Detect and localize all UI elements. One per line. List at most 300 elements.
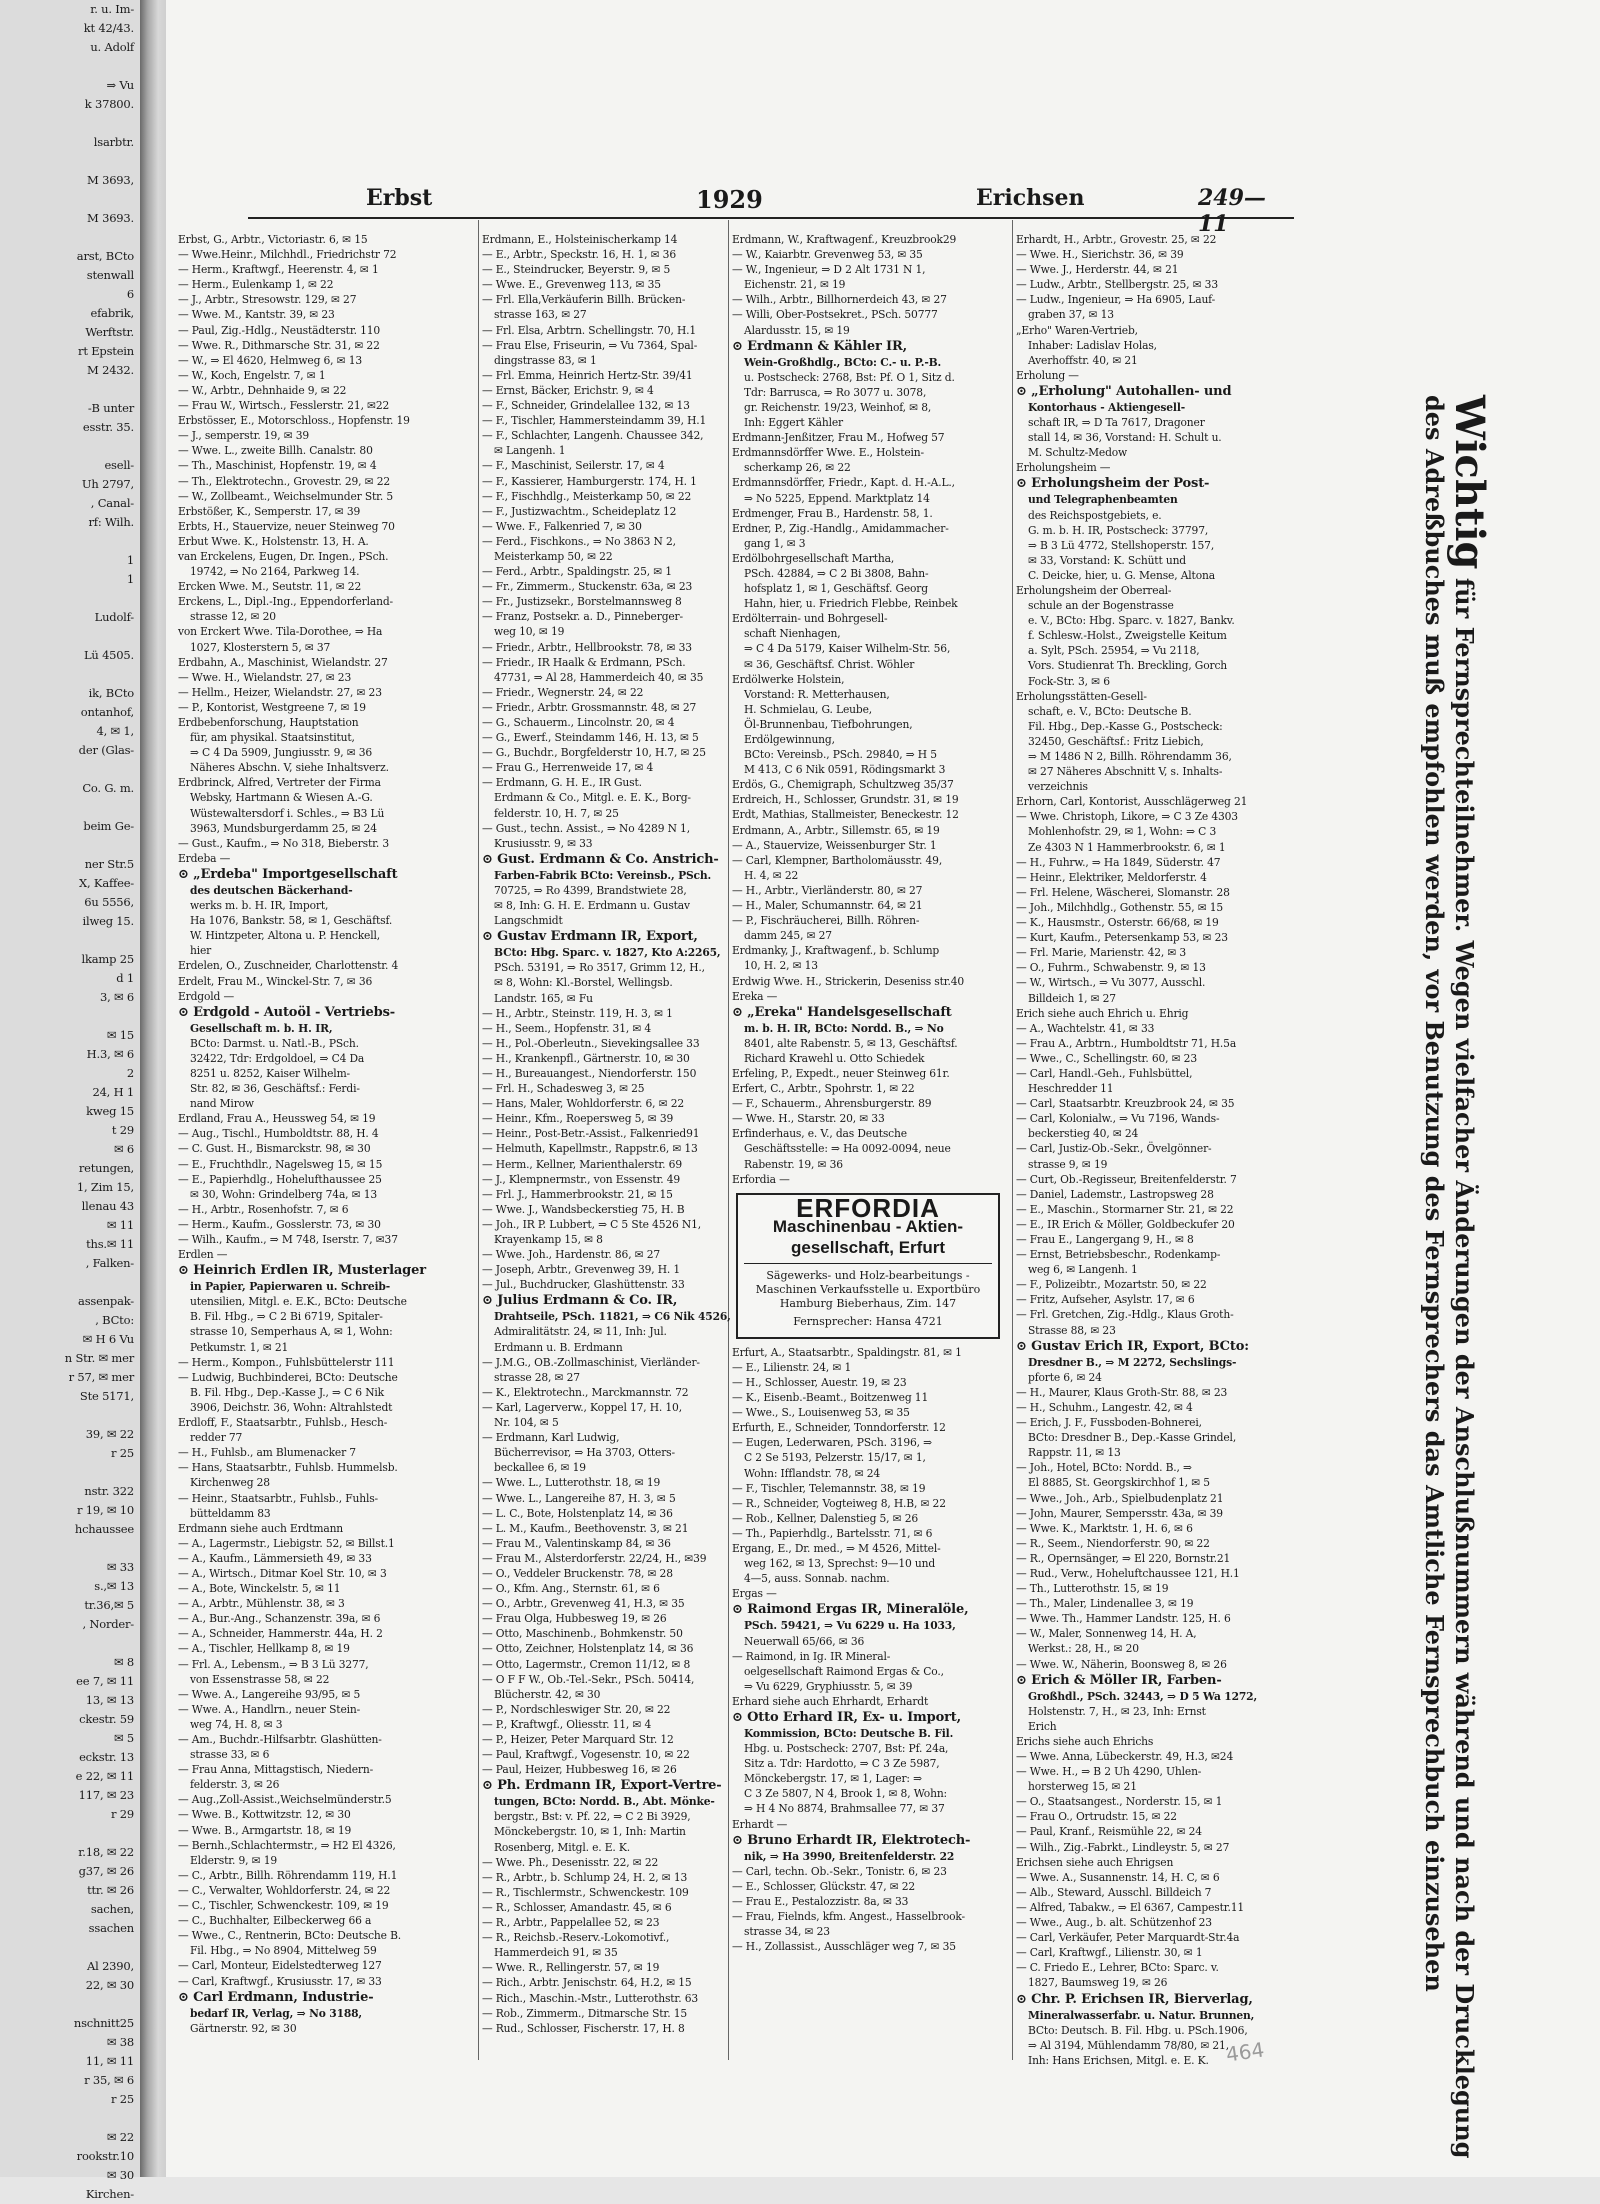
directory-entry: BCto: Vereinsb., PSch. 29840, ⇒ H 5 (744, 748, 937, 762)
adjacent-page-line: ✉ 15 (106, 1028, 134, 1042)
directory-entry: BCto: Darmst. u. Natl.-B., PSch. (190, 1036, 359, 1050)
adjacent-page-line (0, 665, 140, 684)
directory-entry: — Wwe. M., Kantstr. 39, ✉ 23 (178, 308, 335, 322)
directory-entry: — Th., Lutterothstr. 15, ✉ 19 (1016, 1582, 1169, 1596)
directory-entry: — Rud., Schlosser, Fischerstr. 17, H. 8 (482, 2021, 685, 2035)
directory-entry: — J., Arbtr., Stresowstr. 129, ✉ 27 (178, 293, 357, 307)
ad-body: Sägewerks- und Holz-bearbeitungs - Maschinen Verkaufsstelle u. Exportbüro Hamburg Bieberhaus, Zim. 147 (755, 1268, 981, 1310)
directory-entry: ⇒ H 4 No 8874, Brahmsallee 77, ✉ 37 (744, 1802, 945, 1816)
directory-entry: — H., Schlosser, Auestr. 19, ✉ 23 (732, 1376, 907, 1389)
directory-entry: — Heinr., Staatsarbtr., Fuhlsb., Fuhls- (178, 1491, 379, 1505)
directory-entry: — C. Gust. H., Bismarckstr. 98, ✉ 30 (178, 1142, 371, 1156)
directory-entry: strasse 34, ✉ 23 (744, 1925, 830, 1939)
adjacent-page-line: ✉ 8 (113, 1655, 134, 1669)
directory-entry: — Heinr., Post-Betr.-Assist., Falkenried91 (482, 1127, 700, 1141)
directory-entry: Erdbrinck, Alfred, Vertreter der Firma (178, 776, 381, 790)
directory-entry: — Frl. A., Lebensm., ⇒ B 3 Lü 3277, (178, 1657, 369, 1671)
directory-entry: ✉ 36, Geschäftsf. Christ. Wöhler (744, 657, 915, 671)
directory-entry: — Ludw., Ingenieur, ⇒ Ha 6905, Lauf- (1016, 293, 1216, 307)
directory-entry: pforte 6, ✉ 24 (1028, 1370, 1102, 1384)
adjacent-page-line (0, 114, 140, 133)
directory-entry: — E., Arbtr., Speckstr. 16, H. 1, ✉ 36 (482, 248, 676, 262)
directory-entry: strasse 163, ✉ 27 (494, 308, 587, 322)
directory-entry: 32422, Tdr: Erdgoldoel, ⇒ C4 Da (190, 1051, 365, 1065)
directory-entry: ⊙ Gust. Erdmann & Co. Anstrich- (482, 851, 719, 867)
directory-entry: — A., Wirtsch., Ditmar Koel Str. 10, ✉ 3 (178, 1566, 387, 1580)
directory-entry: — E., IR Erich & Möller, Goldbeckufer 20 (1016, 1217, 1235, 1231)
directory-entry: — Herm., Eulenkamp 1, ✉ 22 (178, 278, 334, 292)
directory-entry: Erdmanky, J., Kraftwagenf., b. Schlump (732, 944, 940, 958)
directory-entry: Erckens, L., Dipl.-Ing., Eppendorferland- (178, 595, 393, 609)
adjacent-page-line: ✉ 5 (113, 1731, 134, 1745)
directory-entry: — Hans, Maler, Wohldorferstr. 6, ✉ 22 (482, 1097, 684, 1111)
directory-entry: Ergang, E., Dr. med., ⇒ M 4526, Mittel- (732, 1542, 941, 1556)
directory-entry: Nr. 104, ✉ 5 (494, 1416, 559, 1430)
adjacent-page-line (0, 836, 140, 855)
directory-entry: Erhardt, H., Arbtr., Grovestr. 25, ✉ 22 (1016, 233, 1217, 246)
directory-entry: — Karl, Lagerverw., Koppel 17, H. 10, (482, 1400, 682, 1414)
directory-entry: Str. 82, ✉ 36, Geschäftsf.: Ferdi- (190, 1082, 360, 1096)
directory-entry: Erhard siehe auch Ehrhardt, Erhardt (732, 1694, 929, 1708)
directory-entry: — Wwe. R., Rellingerstr. 57, ✉ 19 (482, 1961, 660, 1975)
directory-entry: G. m. b. H. IR, Postscheck: 37797, (1028, 523, 1209, 537)
directory-entry: — Hellm., Heizer, Wielandstr. 27, ✉ 23 (178, 685, 382, 699)
directory-entry: Erdeba — (178, 851, 231, 865)
directory-entry: — K., Hausmstr., Osterstr. 66/68, ✉ 19 (1016, 916, 1219, 930)
directory-entry: ⇒ C 4 Da 5909, Jungiusstr. 9, ✉ 36 (190, 746, 373, 760)
directory-entry: Krayenkamp 15, ✉ 8 (494, 1233, 603, 1246)
directory-entry: — W., Maler, Sonnenweg 14, H. A, (1016, 1627, 1197, 1641)
adjacent-page-line: kweg 15 (86, 1104, 134, 1118)
directory-entry: — Wwe. Anna, Lübeckerstr. 49, H.3, ✉24 (1016, 1750, 1234, 1763)
directory-entry: Heschredder 11 (1028, 1082, 1114, 1096)
directory-entry: ⊙ Erdgold - Autoöl - Vertriebs- (178, 1004, 396, 1020)
directory-entry: 32450, Geschäftsf.: Fritz Liebich, (1028, 734, 1204, 748)
directory-entry: — Heinr., Elektriker, Meldorferstr. 4 (1016, 870, 1207, 884)
adjacent-page-line: ttr. ✉ 26 (87, 1883, 134, 1897)
directory-entry: Langschmidt (494, 914, 563, 928)
directory-entry: — E., Maschin., Stormarner Str. 21, ✉ 22 (1016, 1202, 1234, 1216)
directory-entry: — Frau M., Valentinskamp 84, ✉ 36 (482, 1536, 671, 1550)
directory-entry: — L. M., Kaufm., Beethovenstr. 3, ✉ 21 (482, 1521, 689, 1535)
directory-entry: Erdmannsdörffer, Friedr., Kapt. d. H.-A.L., (732, 476, 955, 490)
directory-entry: — Raimond, in Ig. IR Mineral- (732, 1649, 891, 1663)
directory-entry: ✉ 33, Vorstand: K. Schütt und (1028, 553, 1186, 567)
directory-entry: Sitz a. Tdr: Hardotto, ⇒ C 3 Ze 5987, (744, 1757, 940, 1771)
directory-entry: — Wwe. L., zweite Billh. Canalstr. 80 (178, 444, 373, 458)
directory-entry: tungen, BCto: Nordd. B., Abt. Mönke- (494, 1795, 715, 1809)
header-right-keyword: Erichsen (976, 185, 1085, 211)
directory-entry: — Wwe. Christoph, Likore, ⇒ C 3 Ze 4303 (1016, 810, 1238, 824)
directory-column-2 (482, 232, 731, 2062)
directory-entry: — W., Zollbeamt., Weichselmunder Str. 5 (178, 489, 394, 503)
adjacent-page-line: kt 42/43. (83, 21, 134, 35)
directory-entry: El 8885, St. Georgskirchhof 1, ✉ 5 (1028, 1476, 1210, 1490)
adjacent-page-line: n Str. ✉ mer (64, 1351, 134, 1365)
adjacent-page-line: , Falken- (85, 1256, 134, 1270)
directory-entry: — Wilh., Arbtr., Billhornerdeich 43, ✉ 27 (732, 293, 947, 307)
directory-entry: weg 74, H. 8, ✉ 3 (190, 1717, 283, 1731)
directory-entry: ⊙ Gustav Erdmann IR, Export, (482, 929, 698, 945)
directory-entry: Inhaber: Ladislav Holas, (1028, 338, 1157, 352)
directory-entry: — Frl. Ella,Verkäuferin Billh. Brücken- (482, 293, 686, 307)
directory-entry: — Rob., Kellner, Dalenstieg 5, ✉ 26 (732, 1511, 919, 1525)
directory-entry: — J., Klempnermstr., von Essenstr. 49 (482, 1172, 681, 1186)
directory-entry: Geschäftsstelle: ⇒ Ha 0092-0094, neue (744, 1142, 951, 1156)
adjacent-page-line (0, 1007, 140, 1026)
adjacent-page-line: r.18, ✉ 22 (78, 1845, 134, 1859)
directory-entry: — Aug., Tischl., Humboldtstr. 88, H. 4 (178, 1127, 379, 1141)
directory-entry: Erdbebenforschung, Hauptstation (178, 716, 359, 729)
directory-entry: — Eugen, Lederwaren, PSch. 3196, ⇒ (732, 1436, 932, 1450)
directory-entry: schaft, e. V., BCto: Deutsche B. (1028, 704, 1192, 718)
directory-entry: — K., Eisenb.-Beamt., Boitzenweg 11 (732, 1391, 929, 1405)
adjacent-page-line: r 25 (111, 2092, 134, 2106)
directory-entry: ⊙ Gustav Erich IR, Export, BCto: (1016, 1338, 1249, 1354)
adjacent-page-line: ✉ 6 (113, 1142, 134, 1156)
directory-entry: Gesellschaft m. b. H. IR, (190, 1021, 333, 1035)
directory-entry: Erdmann siehe auch Erdtmann (178, 1521, 344, 1535)
directory-entry: — Wwe., Joh., Arb., Spielbudenplatz 21 (1016, 1491, 1224, 1505)
directory-entry: Erdner, P., Zig.-Handlg., Amidammacher- (732, 521, 949, 535)
directory-entry: — Paul, Kranf., Reismühle 22, ✉ 24 (1016, 1825, 1202, 1839)
directory-entry: — A., Tischler, Hellkamp 8, ✉ 19 (178, 1642, 350, 1656)
directory-entry: Kommission, BCto: Deutsche B. Fil. (744, 1726, 954, 1740)
directory-entry: — A., Schneider, Hammerstr. 44a, H. 2 (178, 1627, 383, 1641)
directory-entry: — Herm., Kaufm., Gosslerstr. 73, ✉ 30 (178, 1217, 381, 1231)
adjacent-page-line: Al 2390, (87, 1959, 134, 1973)
directory-entry: — Paul, Zig.-Hdlg., Neustädterstr. 110 (178, 323, 381, 337)
directory-entry: Farben-Fabrik BCto: Vereinsb., PSch. (494, 868, 712, 882)
directory-entry: — Alfred, Tabakw., ⇒ El 6367, Campestr.11 (1016, 1900, 1245, 1914)
directory-entry: — Alb., Steward, Ausschl. Billdeich 7 (1016, 1885, 1212, 1899)
adjacent-page-line: sachen, (90, 1902, 134, 1916)
directory-entry: — Ludwig, Buchbinderei, BCto: Deutsche (178, 1370, 398, 1384)
directory-entry: — Otto, Lagermstr., Cremon 11/12, ✉ 8 (482, 1657, 691, 1671)
directory-entry: strasse 9, ✉ 19 (1028, 1157, 1108, 1171)
directory-entry: — Fr., Justizsekr., Borstelmannsweg 8 (482, 595, 682, 609)
directory-entry: — R., Schneider, Vogteiweg 8, H.B, ✉ 22 (732, 1496, 946, 1510)
notice-line-1: für Fernsprechteilnehmer. Wegen vielfacher Änderungen der Anschlußnummern während und nach der Drucklegung (1450, 577, 1479, 2159)
directory-entry: ⊙ Carl Erdmann, Industrie- (178, 1989, 374, 2005)
adjacent-page-line: rt Epstein (78, 344, 134, 358)
directory-entry: — E., Fruchthdlr., Nagelsweg 15, ✉ 15 (178, 1157, 383, 1171)
directory-entry: — F., Schneider, Grindelallee 132, ✉ 13 (482, 399, 690, 413)
adjacent-page-line: ee 7, ✉ 11 (76, 1674, 134, 1688)
directory-entry: 70725, ⇒ Ro 4399, Brandstwiete 28, (494, 883, 687, 897)
directory-entry: ⊙ Erich & Möller IR, Farben- (1016, 1672, 1222, 1688)
directory-entry: Drahtseile, PSch. 11821, ⇒ C6 Nik 4526, (494, 1310, 731, 1324)
adjacent-page-line: r 19, ✉ 10 (76, 1503, 134, 1517)
directory-entry: — Rob., Zimmerm., Ditmarsche Str. 15 (482, 2006, 687, 2020)
directory-entry: C. Deicke, hier, u. G. Mense, Altona (1028, 568, 1215, 582)
directory-entry: — Frau M., Alsterdorferstr. 22/24, H., ✉39 (482, 1551, 707, 1565)
directory-entry: — Carl, Justiz-Ob.-Sekr., Övelgönner- (1016, 1142, 1212, 1156)
adjacent-page-line: Ludolf- (94, 610, 134, 624)
directory-entry: 3963, Mundsburgerdamm 25, ✉ 24 (190, 821, 377, 835)
directory-entry: — Ludw., Arbtr., Stellbergstr. 25, ✉ 33 (1016, 278, 1218, 292)
directory-entry: — Friedr., Wegnerstr. 24, ✉ 22 (482, 685, 644, 699)
directory-entry: Erhardt — (732, 1817, 788, 1831)
ad-subtitle: Maschinenbau - Aktien-gesellschaft, Erfurt (772, 1216, 964, 1257)
adjacent-page-line (0, 57, 140, 76)
directory-entry: Inh: Hans Erichsen, Mitgl. e. E. K. (1028, 2053, 1209, 2067)
directory-entry: — Erdmann, Karl Ludwig, (482, 1431, 620, 1445)
directory-entry: Neuerwall 65/66, ✉ 36 (744, 1634, 865, 1648)
directory-entry: — Th., Papierhdlg., Bartelsstr. 71, ✉ 6 (732, 1526, 933, 1540)
directory-entry: — E., Steindrucker, Beyerstr. 9, ✉ 5 (482, 263, 671, 277)
adjacent-page-line: r. u. Im- (90, 2, 134, 16)
directory-entry: Blücherstr. 42, ✉ 30 (494, 1687, 601, 1701)
directory-entry: Erbstösser, E., Motorschloss., Hopfenstr. 19 (178, 414, 410, 428)
directory-entry: — Wwe., S., Louisenweg 53, ✉ 35 (732, 1406, 910, 1420)
directory-entry: — Fritz, Aufseher, Asylstr. 17, ✉ 6 (1016, 1293, 1195, 1307)
directory-entry: — W., Koch, Engelstr. 7, ✉ 1 (178, 368, 326, 382)
directory-entry: bedarf IR, Verlag, ⇒ No 3188, (190, 2006, 362, 2020)
directory-entry: — Frau E., Langergang 9, H., ✉ 8 (1016, 1233, 1194, 1246)
adjacent-page-strip (0, 0, 140, 2201)
directory-entry: — Frl. H., Schadesweg 3, ✉ 25 (482, 1082, 645, 1096)
directory-entry: Dresdner B., ⇒ M 2272, Sechslings- (1028, 1355, 1237, 1369)
directory-entry: — Carl, Monteur, Eidelstedterweg 127 (178, 1959, 382, 1973)
directory-entry: Erdölwerke Holstein, (732, 672, 845, 686)
adjacent-page-line: 6u 5556, (84, 895, 134, 909)
directory-entry: ✉ 30, Wohn: Grindelberg 74a, ✉ 13 (190, 1187, 378, 1201)
adjacent-page-line: efabrik, (90, 306, 134, 320)
directory-entry: — Wwe. H., Sierichstr. 36, ✉ 39 (1016, 248, 1184, 262)
directory-entry: — A., Bur.-Ang., Schanzenstr. 39a, ✉ 6 (178, 1612, 381, 1626)
directory-entry: — Willi, Ober-Postsekret., PSch. 50777 (732, 308, 938, 322)
directory-entry: — Wwe. H., Wielandstr. 27, ✉ 23 (178, 670, 352, 684)
directory-entry: — H., Fuhrw., ⇒ Ha 1849, Süderstr. 47 (1016, 855, 1221, 869)
directory-entry: Mönckebergstr. 10, ✉ 1, Inh: Martin (494, 1825, 686, 1839)
adjacent-page-line: Lü 4505. (83, 648, 134, 662)
directory-entry: — Daniel, Lademstr., Lastropsweg 28 (1016, 1187, 1214, 1201)
directory-entry: — A., Kaufm., Lämmersieth 49, ✉ 33 (178, 1551, 372, 1565)
directory-entry: Admiralitätstr. 24, ✉ 11, Inh: Jul. (494, 1325, 667, 1339)
adjacent-page-line: 11, ✉ 11 (85, 2054, 134, 2068)
directory-entry: BCto: Deutsch. B. Fil. Hbg. u. PSch.1906, (1028, 2023, 1248, 2037)
directory-entry: — H., Arbtr., Rosenhofstr. 7, ✉ 6 (178, 1202, 349, 1216)
adjacent-page-line: 13, ✉ 13 (85, 1693, 134, 1707)
adjacent-page-line (0, 228, 140, 247)
directory-entry: — Otto, Maschinenb., Bohmkenstr. 50 (482, 1627, 683, 1641)
directory-entry: — Wwe. Th., Hammer Landstr. 125, H. 6 (1016, 1612, 1231, 1626)
directory-entry: Rosenberg, Mitgl. e. E. K. (494, 1840, 630, 1854)
directory-entry: C 3 Ze 5807, N 4, Brook 1, ✉ 8, Wohn: (744, 1787, 948, 1801)
directory-entry: — Wwe., Aug., b. alt. Schützenhof 23 (1016, 1916, 1212, 1930)
adjacent-page-line (0, 1273, 140, 1292)
directory-entry: beckallee 6, ✉ 19 (494, 1461, 586, 1475)
adjacent-page-line: esell- (104, 458, 134, 472)
directory-entry: des deutschen Bäckerhand- (190, 883, 353, 897)
directory-entry: 8401, alte Rabenstr. 5, ✉ 13, Geschäftsf. (744, 1036, 958, 1050)
directory-entry: Vorstand: R. Metterhausen, (744, 687, 890, 701)
directory-entry: — H., Krankenpfl., Gärtnerstr. 10, ✉ 30 (482, 1051, 690, 1065)
directory-entry: 4—5, auss. Sonnab. nachm. (744, 1572, 890, 1586)
directory-entry: weg 6, ✉ Langenh. 1 (1028, 1263, 1138, 1277)
column-rule (728, 220, 729, 2060)
directory-entry: u. Postscheck: 2768, Bst: Pf. O 1, Sitz d. (744, 370, 955, 384)
directory-entry: — Frl. J., Hammerbrookstr. 21, ✉ 15 (482, 1187, 673, 1201)
directory-entry: redder 77 (190, 1431, 243, 1445)
directory-entry: Mönckebergstr. 17, ✉ 1, Lager: ⇒ (744, 1772, 922, 1786)
directory-entry: damm 245, ✉ 27 (744, 929, 832, 943)
directory-entry: Mohlenhofstr. 29, ✉ 1, Wohn: ⇒ C 3 (1028, 825, 1217, 839)
adjacent-page-line: ✉ H 6 Vu (82, 1332, 134, 1346)
adjacent-page-line (0, 1406, 140, 1425)
directory-entry: — Rich., Arbtr. Jenischstr. 64, H.2, ✉ 15 (482, 1976, 692, 1990)
directory-entry: — Frau W., Wirtsch., Fesslerstr. 21, ✉22 (178, 399, 390, 413)
adjacent-page-line: ✉ 33 (106, 1560, 134, 1574)
header-year: 1929 (696, 185, 763, 214)
directory-entry: — L. C., Bote, Holstenplatz 14, ✉ 36 (482, 1506, 673, 1520)
directory-entry: scherkamp 26, ✉ 22 (744, 461, 851, 475)
adjacent-page-line: stenwall (86, 268, 134, 282)
directory-entry: Erholung — (1016, 368, 1079, 382)
directory-entry: — Wwe. B., Kottwitzstr. 12, ✉ 30 (178, 1808, 351, 1822)
directory-entry: Krusiusstr. 9, ✉ 33 (494, 836, 593, 850)
directory-entry: — Carl, Kraftwgf., Krusiusstr. 17, ✉ 33 (178, 1974, 382, 1988)
directory-entry: Kontorhaus - Aktiengesell- (1028, 400, 1186, 414)
adjacent-page-line: eckstr. 13 (79, 1750, 134, 1764)
directory-entry: — Wwe. H., ⇒ B 2 Uh 4290, Uhlen- (1016, 1765, 1202, 1779)
directory-entry: Erdmannsdörffer Wwe. E., Holstein- (732, 446, 924, 460)
notice-line-2: des Adreßbuches muß empfohlen werden, vor Benutzung des Fernsprechers das Amtliche Fernsprechbuch einzusehen (1420, 395, 1449, 1992)
directory-entry: in Papier, Papierwaren u. Schreib- (190, 1280, 391, 1294)
directory-entry: Erholungsheim der Oberreal- (1016, 583, 1172, 597)
directory-entry: Erichsen siehe auch Ehrigsen (1016, 1855, 1174, 1869)
adjacent-page-line: H.3, ✉ 6 (86, 1047, 134, 1061)
directory-entry: — Gust., Kaufm., ⇒ No 318, Bieberstr. 3 (178, 836, 390, 850)
directory-entry: — F., Tischler, Hammersteindamm 39, H.1 (482, 414, 707, 428)
directory-entry: — F., Polizeibtr., Mozartstr. 50, ✉ 22 (1016, 1278, 1207, 1292)
directory-entry: Erdt, Mathias, Stallmeister, Beneckestr. 12 (732, 808, 959, 822)
directory-entry: Erbst, G., Arbtr., Victoriastr. 6, ✉ 15 (178, 233, 368, 246)
adjacent-page-line: , Norder- (82, 1617, 134, 1631)
directory-entry: gang 1, ✉ 3 (744, 536, 806, 550)
adjacent-page-line: -B unter (87, 401, 134, 415)
adjacent-page-line: 6 (126, 287, 134, 301)
directory-entry: — C., Verwalter, Wohldorferstr. 24, ✉ 22 (178, 1883, 391, 1897)
directory-entry: — P., Nordschleswiger Str. 20, ✉ 22 (482, 1702, 671, 1716)
directory-entry: — Wwe. F., Falkenried 7, ✉ 30 (482, 519, 642, 533)
directory-entry: — John, Maurer, Sempersstr. 43a, ✉ 39 (1016, 1506, 1223, 1520)
adjacent-page-line: rookstr.10 (76, 2149, 134, 2163)
adjacent-page-line (0, 437, 140, 456)
adjacent-page-line: 117, ✉ 23 (78, 1788, 134, 1802)
directory-entry: — Rud., Verw., Hoheluftchaussee 121, H.1 (1016, 1566, 1240, 1580)
directory-entry: — Ernst, Betriebsbeschr., Rodenkamp- (1016, 1248, 1221, 1262)
directory-entry: nik, ⇒ Ha 3990, Breitenfelderstr. 22 (744, 1849, 955, 1863)
directory-entry: — Frl. Helene, Wäscherei, Slomanstr. 28 (1016, 885, 1230, 899)
directory-entry: — Friedr., IR Haalk & Erdmann, PSch. (482, 655, 686, 669)
adjacent-page-line: 4, ✉ 1, (96, 724, 134, 738)
adjacent-page-line (0, 1995, 140, 2014)
adjacent-page-line (0, 1634, 140, 1653)
ad-divider (744, 1263, 992, 1264)
directory-entry: W. Hintzpeter, Altona u. P. Henckell, (190, 929, 380, 943)
directory-entry: — H., Arbtr., Steinstr. 119, H. 3, ✉ 1 (482, 1006, 673, 1020)
directory-entry: — Frau A., Arbtrn., Humboldtstr 71, H.5a (1016, 1036, 1237, 1050)
directory-entry: — Wwe.Heinr., Milchhdl., Friedrichstr 72 (178, 248, 397, 262)
directory-entry: Öl-Brunnenbau, Tiefbohrungen, (744, 717, 913, 731)
adjacent-page-line: beim Ge- (83, 819, 134, 833)
directory-entry: — C. Friedo E., Lehrer, BCto: Sparc. v. (1016, 1961, 1219, 1975)
directory-entry: — W., ⇒ El 4620, Helmweg 6, ✉ 13 (178, 353, 363, 367)
adjacent-page-line (0, 152, 140, 171)
adjacent-page-line: ⇒ Vu (106, 78, 134, 92)
directory-entry: 1827, Baumsweg 19, ✉ 26 (1028, 1976, 1168, 1990)
directory-entry: Erfert, C., Arbtr., Spohrstr. 1, ✉ 22 (732, 1082, 915, 1096)
directory-entry: graben 37, ✉ 13 (1028, 308, 1114, 322)
directory-entry: ⇒ C 4 Da 5179, Kaiser Wilhelm-Str. 56, (744, 642, 951, 656)
directory-entry: — H., Zollassist., Ausschläger weg 7, ✉ 35 (732, 1940, 956, 1954)
directory-entry: ⊙ Heinrich Erdlen IR, Musterlager (178, 1263, 426, 1279)
directory-entry: bergstr., Bst: v. Pf. 22, ⇒ C 2 Bi 3929, (494, 1810, 691, 1824)
directory-entry: Erich (1028, 1719, 1057, 1733)
directory-entry: — O., Veddeler Bruckenstr. 78, ✉ 28 (482, 1566, 673, 1580)
directory-entry: — C., Tischler, Schwenckestr. 109, ✉ 19 (178, 1899, 389, 1913)
directory-entry: — H., Fuhlsb., am Blumenacker 7 (178, 1446, 356, 1460)
directory-entry: ⊙ Ph. Erdmann IR, Export-Vertre- (482, 1778, 722, 1794)
directory-entry: — P., Kontorist, Westgreene 7, ✉ 19 (178, 700, 366, 714)
directory-entry: ✉ 27 Näheres Abschnitt V, s. Inhalts- (1028, 765, 1223, 779)
adjacent-page-line: 24, H 1 (92, 1085, 134, 1099)
notice-heading: Wichtig (1446, 395, 1493, 570)
directory-entry: — Herm., Kellner, Marienthalerstr. 69 (482, 1157, 682, 1171)
adjacent-page-line: Kirchen- (85, 2187, 134, 2201)
adjacent-page-line: r 35, ✉ 6 (84, 2073, 134, 2087)
handwritten-page-number: 464 (1224, 2037, 1266, 2067)
adjacent-page-line: ner Str.5 (84, 857, 134, 871)
directory-entry: — Wwe. Ph., Desenisstr. 22, ✉ 22 (482, 1855, 659, 1869)
directory-entry: — Carl, techn. Ob.-Sekr., Tonistr. 6, ✉ 23 (732, 1864, 947, 1878)
directory-entry: — Frau Else, Friseurin, ⇒ Vu 7364, Spal- (482, 338, 698, 352)
directory-entry: — Th., Elektrotechn., Grovestr. 29, ✉ 22 (178, 474, 391, 488)
directory-entry: Tdr: Barrusca, ⇒ Ro 3077 u. 3078, (744, 385, 927, 399)
adjacent-page-line: r 29 (111, 1807, 134, 1821)
directory-entry: — K., Elektrotechn., Marckmannstr. 72 (482, 1385, 689, 1399)
directory-entry: Fil. Hbg., Dep.-Kasse G., Postscheck: (1028, 719, 1223, 733)
directory-entry: und Telegraphenbeamten (1028, 493, 1178, 507)
directory-entry: Werkst.: 28, H., ✉ 20 (1028, 1642, 1139, 1656)
directory-entry: — Frl. Gretchen, Zig.-Hdlg., Klaus Groth- (1016, 1308, 1234, 1322)
directory-entry: — Carl, Staatsarbtr. Kreuzbrook 24, ✉ 35 (1016, 1097, 1235, 1111)
directory-entry: — Am., Buchdr.-Hilfsarbtr. Glashütten- (178, 1733, 382, 1746)
directory-entry: strasse 10, Semperhaus A, ✉ 1, Wohn: (190, 1325, 393, 1339)
directory-entry: — A., Bote, Winckelstr. 5, ✉ 11 (178, 1582, 341, 1596)
adjacent-page-line: assenpak- (78, 1294, 134, 1308)
adjacent-page-line: ths.✉ 11 (86, 1237, 134, 1251)
directory-entry: — Carl, Klempner, Bartholomäusstr. 49, (732, 853, 943, 867)
adjacent-page-line: ilweg 15. (82, 914, 134, 928)
directory-entry: — H., Maurer, Klaus Groth-Str. 88, ✉ 23 (1016, 1385, 1228, 1399)
adjacent-page-line: 1 (126, 572, 134, 586)
directory-entry: — Jul., Buchdrucker, Glashüttenstr. 33 (482, 1278, 685, 1292)
directory-entry: — Wwe., C., Schellingstr. 60, ✉ 23 (1016, 1051, 1197, 1065)
directory-entry: — Wilh., Kaufm., ⇒ M 748, Iserstr. 7, ✉37 (178, 1233, 398, 1246)
directory-entry: Gärtnerstr. 92, ✉ 30 (190, 2021, 297, 2035)
directory-entry: — P., Kraftwgf., Oliesstr. 11, ✉ 4 (482, 1717, 652, 1731)
ad-phone: Fernsprecher: Hansa 4721 (793, 1314, 943, 1328)
directory-entry: — F., Kassierer, Hamburgerstr. 174, H. 1 (482, 474, 697, 488)
directory-entry: PSch. 53191, ⇒ Ro 3517, Grimm 12, H., (494, 961, 705, 975)
directory-entry: Erdloff, F., Staatsarbtr., Fuhlsb., Hesch- (178, 1416, 388, 1430)
directory-entry: — W., Arbtr., Dehnhaide 9, ✉ 22 (178, 383, 347, 397)
directory-entry: Rappstr. 11, ✉ 13 (1028, 1446, 1121, 1460)
directory-entry: — Carl, Handl.-Geh., Fuhlsbüttel, (1016, 1066, 1193, 1080)
